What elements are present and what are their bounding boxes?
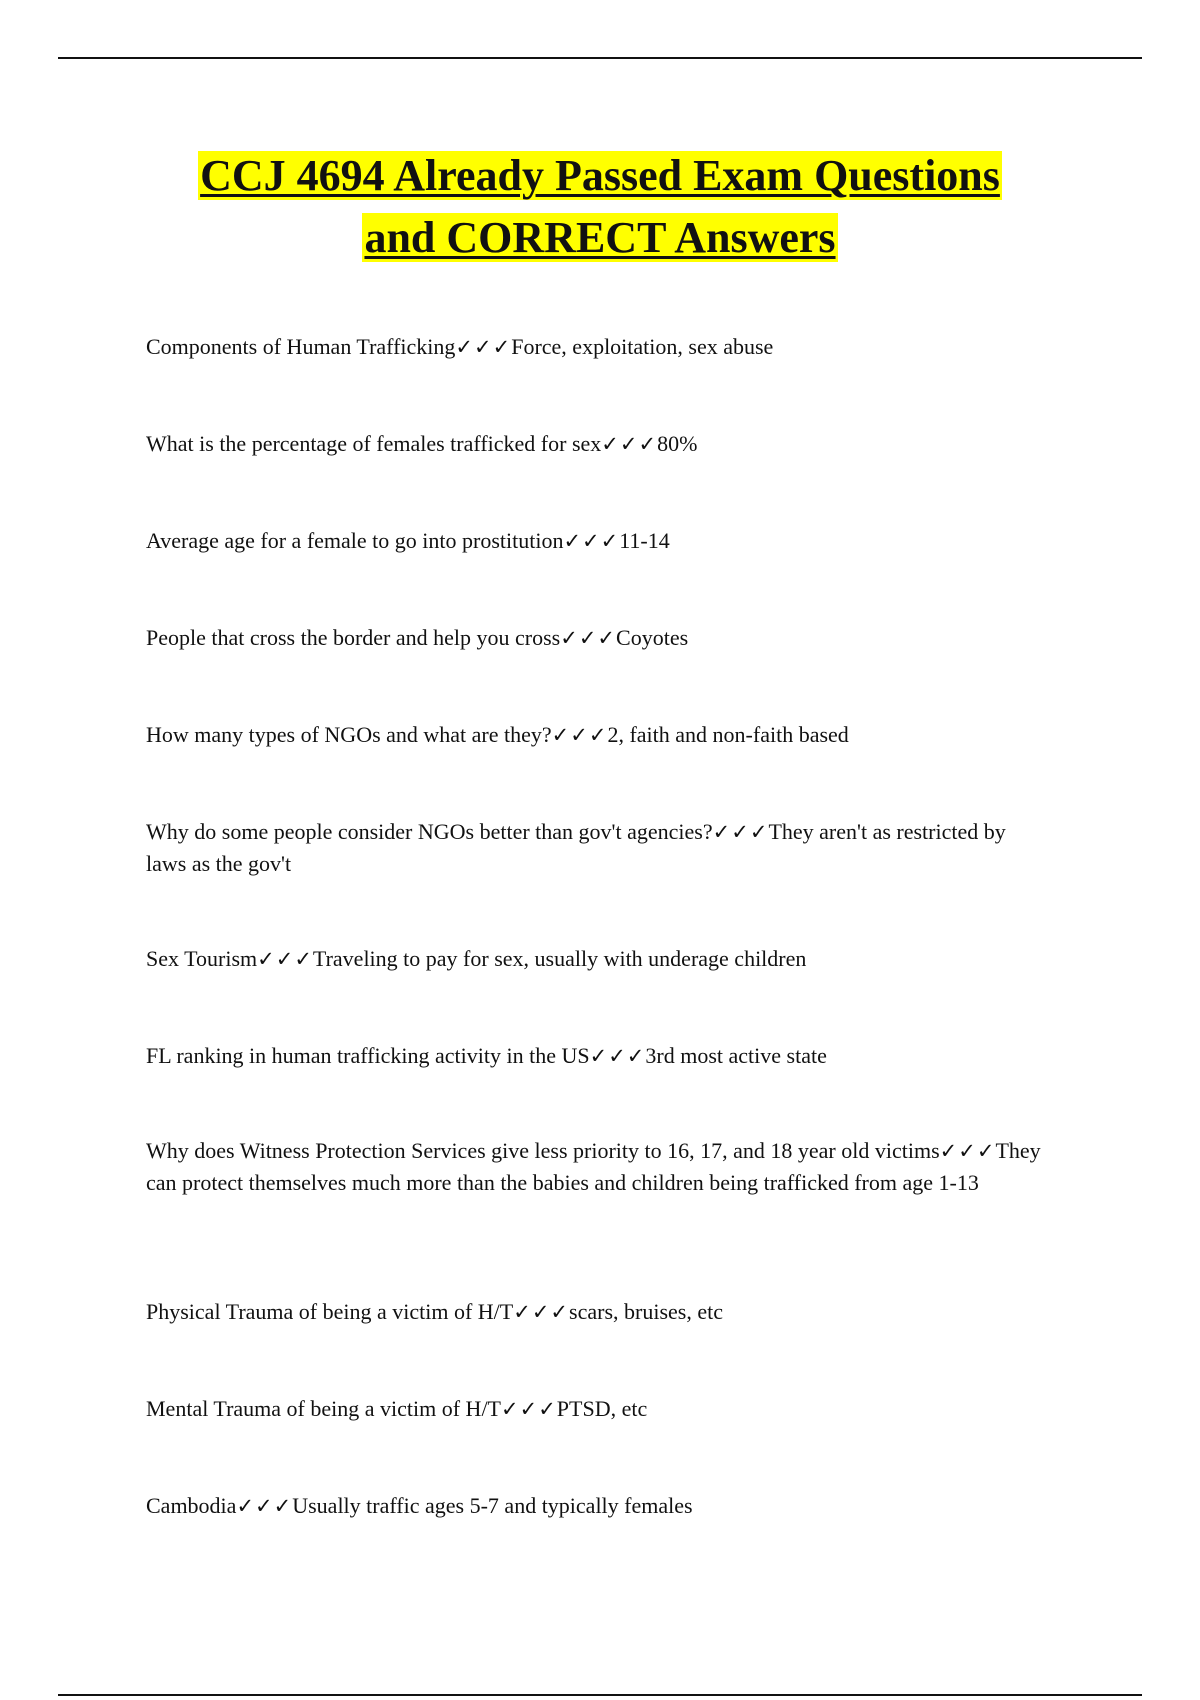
checkmarks-icon: ✓✓✓ (601, 432, 658, 456)
title-line-1: CCJ 4694 Already Passed Exam Questions (200, 151, 1000, 200)
answer-text: 2, faith and non-faith based (607, 722, 849, 747)
question-text: Mental Trauma of being a victim of H/T (146, 1396, 501, 1421)
qa-item (146, 331, 1046, 363)
answer-text: They can protect themselves much more than the babies and children being trafficked from age 1-13 (146, 1138, 1041, 1195)
checkmarks-icon: ✓✓✓ (560, 626, 617, 650)
checkmarks-icon: ✓✓✓ (236, 1494, 293, 1518)
question-text: Cambodia (146, 1493, 237, 1518)
question-text: Physical Trauma of being a victim of H/T (146, 1299, 514, 1324)
question-text: How many types of NGOs and what are they? (146, 722, 552, 747)
question-text: Average age for a female to go into prostitution (146, 528, 564, 553)
answer-text: scars, bruises, etc (569, 1299, 723, 1324)
qa-item (146, 943, 1046, 975)
page-title (100, 145, 1100, 269)
question-text: FL ranking in human trafficking activity in the US (146, 1043, 590, 1068)
bottom-divider (58, 1694, 1142, 1696)
question-text: Components of Human Trafficking (146, 334, 456, 359)
answer-text: They aren't as restricted by laws as the gov't (146, 819, 1006, 876)
answer-text: Usually traffic ages 5-7 and typically females (292, 1493, 693, 1518)
checkmarks-icon: ✓✓✓ (712, 820, 769, 844)
qa-item (146, 525, 1046, 557)
answer-text: Coyotes (616, 625, 689, 650)
top-divider (58, 57, 1142, 59)
answer-text: 3rd most active state (645, 1043, 827, 1068)
question-text: What is the percentage of females trafficked for sex (146, 431, 602, 456)
checkmarks-icon: ✓✓✓ (563, 529, 620, 553)
answer-text: Traveling to pay for sex, usually with underage children (312, 946, 807, 971)
qa-item (146, 1040, 1046, 1072)
qa-item (146, 1490, 1046, 1522)
checkmarks-icon: ✓✓✓ (257, 947, 313, 971)
checkmarks-icon: ✓✓✓ (589, 1044, 646, 1068)
checkmarks-icon: ✓✓✓ (455, 335, 512, 359)
qa-item (146, 1135, 1046, 1199)
title-line-2: and CORRECT Answers (364, 213, 836, 262)
question-text: Sex Tourism (146, 946, 258, 971)
checkmarks-icon: ✓✓✓ (939, 1139, 996, 1163)
checkmarks-icon: ✓✓✓ (551, 723, 608, 747)
qa-item (146, 1393, 1046, 1425)
answer-text: PTSD, etc (556, 1396, 648, 1421)
question-text: Why does Witness Protection Services give less priority to 16, 17, and 18 year old victims (146, 1138, 940, 1163)
answer-text: 80% (657, 431, 698, 456)
qa-item (146, 622, 1046, 654)
checkmarks-icon: ✓✓✓ (501, 1397, 557, 1421)
checkmarks-icon: ✓✓✓ (513, 1300, 570, 1324)
qa-item (146, 428, 1046, 460)
answer-text: Force, exploitation, sex abuse (511, 334, 774, 359)
qa-item (146, 816, 1046, 880)
question-text: People that cross the border and help you cross (146, 625, 561, 650)
qa-item (146, 1296, 1046, 1328)
qa-item (146, 719, 1046, 751)
answer-text: 11-14 (619, 528, 670, 553)
question-text: Why do some people consider NGOs better than gov't agencies? (146, 819, 713, 844)
